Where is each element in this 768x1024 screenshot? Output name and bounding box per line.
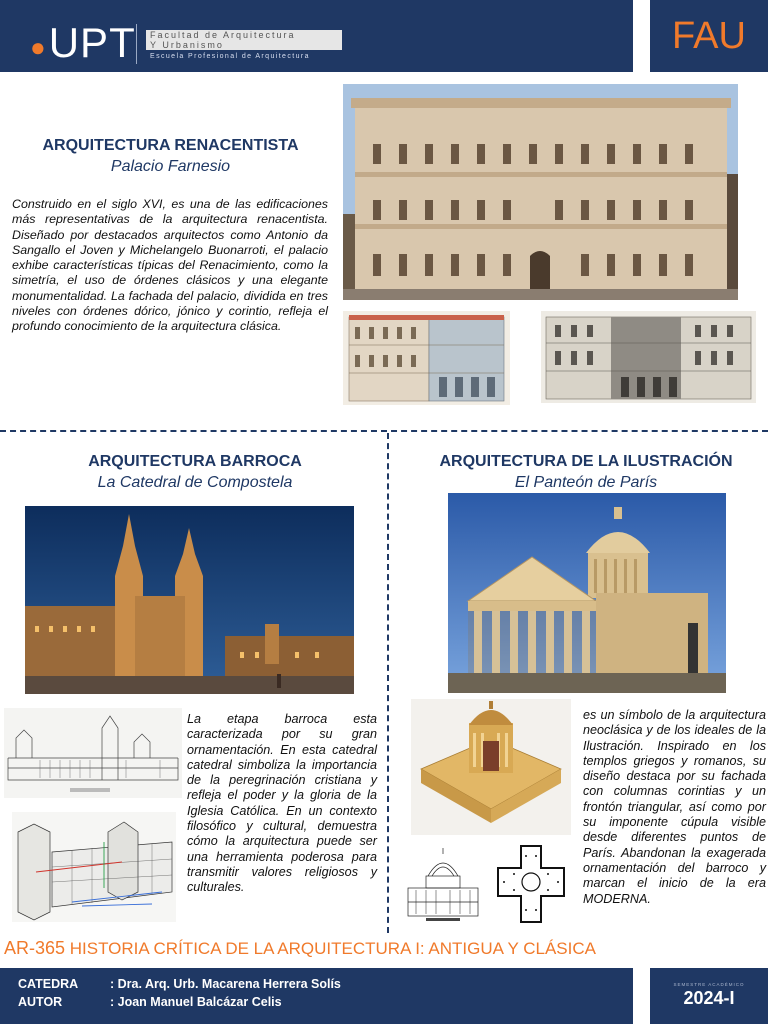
- panteon-floor-plan: [494, 842, 568, 926]
- catedra-label: CATEDRA: [18, 977, 79, 991]
- section-title-barroca: ARQUITECTURA BARROCA: [88, 453, 302, 470]
- panteon-paris-photo: [448, 493, 726, 693]
- catedral-axonometric-drawing: [12, 812, 176, 922]
- renacentista-paragraph: Construido en el siglo XVI, es una de las edificaciones más representativas de la arquitectura renacentista. Diseñado por destacados arquitectos como Antonio da Sangallo el Joven y Michelangelo Buonarroti, el palacio exhibe características típicas del Renacimiento, como la simetría, el uso de órdenes clásicos y una elegante monumentalidad. La fachada del palacio, dividida en tres niveles con órdenes dórico, jónico y corintio, refleja el profundo conocimiento de la arquitectura clásica.: [12, 197, 328, 334]
- course-code: AR-365: [4, 938, 66, 958]
- autor-value: : Joan Manuel Balcázar Celis: [110, 995, 282, 1009]
- section-divider-vertical: [387, 433, 389, 933]
- farnesio-elevation-drawing-1: [343, 311, 510, 405]
- faculty-name-line1: Facultad de Arquitectura: [150, 30, 296, 40]
- school-name: Escuela Profesional de Arquitectura: [150, 53, 310, 60]
- logo-dot-icon: ●: [30, 32, 47, 62]
- palacio-farnesio-photo: [343, 84, 738, 300]
- section-subtitle-barroca: La Catedral de Compostela: [97, 474, 293, 491]
- upt-logo: [30, 19, 136, 66]
- barroca-paragraph: La etapa barroca esta caracterizada por su gran ornamentación. En esta catedral catedral simboliza la importancia de la peregrinación cristiana y refleja el poder y la gloria de la Iglesia Católica. En un contexto filosófico y cultural, demuestra cómo la arquitectura puede ser una herramienta poderosa para transmitir valores religiosos y culturales.: [187, 712, 377, 895]
- catedral-elevation-drawing: [4, 708, 182, 798]
- panteon-section-drawing: [402, 846, 484, 924]
- ilustracion-paragraph: es un símbolo de la arquitectura neoclásica y de los ideales de la Ilustración. Inspirado en los templos griegos y romanos, su diseño destaca por su fachada con columnas corintias y un frontón triangular, así como por su imponente cúpula visible desde diferentes puntos de París. Abandonan la exagerada ornamentación del barroco y marcan el inicio de la era MODERNA.: [583, 708, 766, 906]
- section-subtitle-ilustracion: El Panteón de París: [514, 474, 658, 491]
- farnesio-elevation-drawing-2: [541, 311, 756, 403]
- panteon-cutaway-model: [411, 699, 571, 835]
- faculty-name-line2: Y Urbanismo: [150, 40, 224, 50]
- course-name: HISTORIA CRÍTICA DE LA ARQUITECTURA I: ANTIGUA Y CLÁSICA: [69, 939, 596, 958]
- logo-divider: [136, 24, 137, 64]
- fau-brand: FAU: [672, 15, 746, 57]
- section-divider-horizontal: [0, 430, 768, 432]
- course-title: [4, 938, 596, 959]
- semester-label: SEMESTRE ACADÉMICO: [673, 982, 745, 987]
- catedral-compostela-photo: [25, 506, 354, 694]
- logo-text: UPT: [48, 19, 136, 66]
- semester-value: 2024-I: [683, 988, 735, 1008]
- section-subtitle-renacentista: Palacio Farnesio: [110, 158, 231, 175]
- catedra-value: : Dra. Arq. Urb. Macarena Herrera Solís: [110, 977, 341, 991]
- autor-label: AUTOR: [18, 995, 63, 1009]
- section-title-renacentista: ARQUITECTURA RENACENTISTA: [42, 137, 299, 154]
- section-title-ilustracion: ARQUITECTURA DE LA ILUSTRACIÓN: [439, 453, 733, 470]
